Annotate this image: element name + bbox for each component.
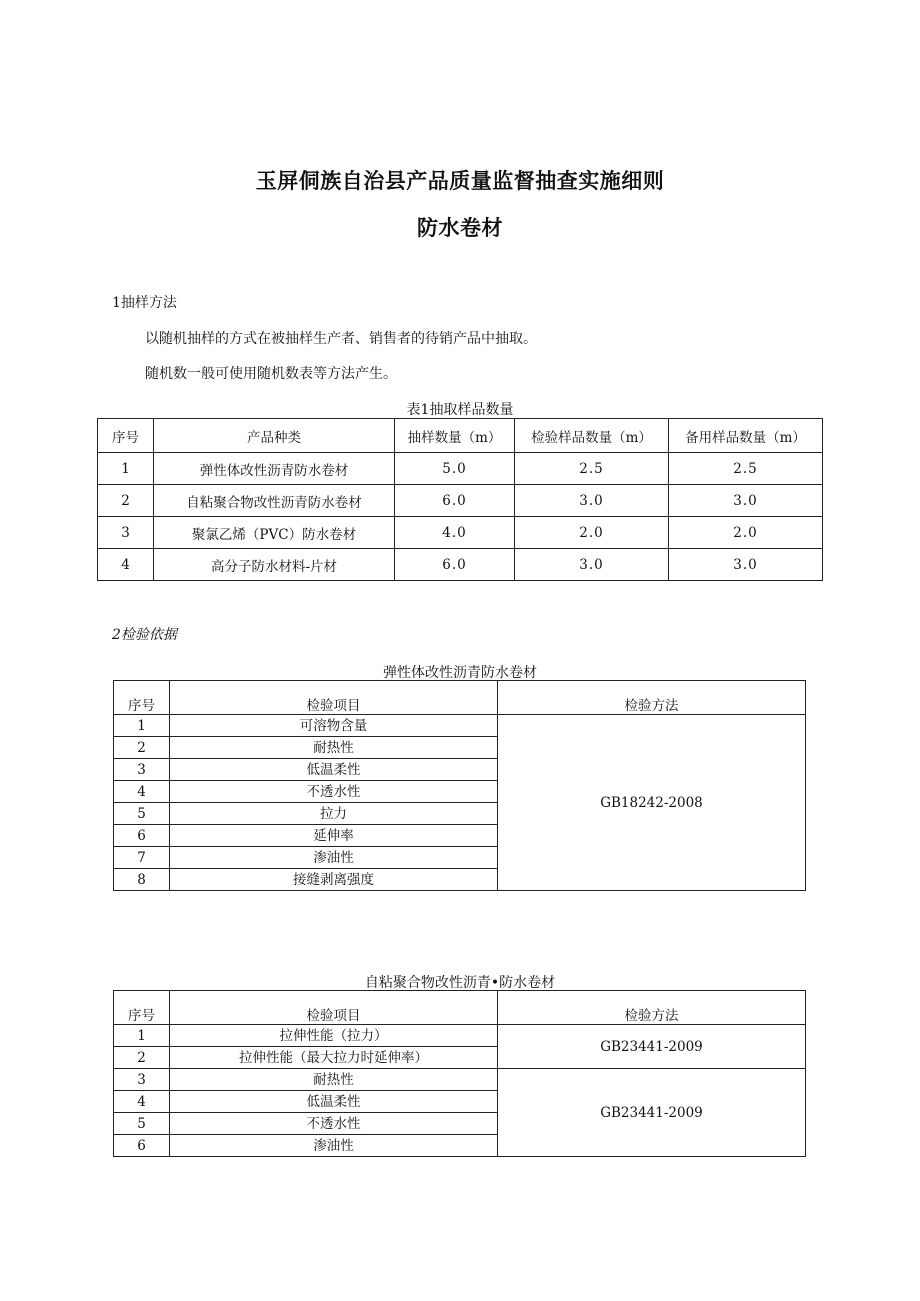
header-cell: 抽样数量（m）: [395, 419, 515, 453]
inspection-table-sbs: [113, 680, 806, 891]
table-cell: 2.5: [669, 453, 823, 485]
header-cell: 检验样品数量（m）: [515, 419, 669, 453]
table-cell: 3.0: [669, 549, 823, 581]
table-cell: 聚氯乙烯（PVC）防水卷材: [154, 517, 395, 549]
table-cell: 接缝剥离强度: [170, 869, 498, 891]
table-cell: 6.0: [395, 485, 515, 517]
table-cell: 8: [114, 869, 170, 891]
table-cell: 3.0: [669, 485, 823, 517]
table-row: [114, 1025, 806, 1047]
table-cell: 可溶物含量: [170, 715, 498, 737]
method-cell: GB23441-2009: [498, 1069, 806, 1157]
section1-para2: 随机数一般可使用随机数表等方法产生。: [145, 366, 397, 382]
table-cell: 5: [114, 1113, 170, 1135]
table-cell: 2: [114, 1047, 170, 1069]
section2-heading: 2检验依据: [112, 627, 177, 643]
table-cell: 6: [114, 825, 170, 847]
table-cell: 4.0: [395, 517, 515, 549]
table3-caption: 自粘聚合物改性沥青•防水卷材: [364, 975, 556, 991]
header-cell: 序号: [98, 419, 154, 453]
table-cell: 低温柔性: [170, 759, 498, 781]
table2-caption: 弹性体改性沥青防水卷材: [383, 665, 537, 681]
method-cell: GB18242-2008: [498, 715, 806, 891]
table-cell: 1: [114, 1025, 170, 1047]
table-cell: 3: [98, 517, 154, 549]
table-cell: 4: [98, 549, 154, 581]
table-cell: 3: [114, 759, 170, 781]
table-cell: 不透水性: [170, 781, 498, 803]
table-cell: 3.0: [515, 485, 669, 517]
table-cell: 5.0: [395, 453, 515, 485]
table-cell: 5: [114, 803, 170, 825]
header-cell: 产品种类: [154, 419, 395, 453]
header-cell: 序号: [114, 991, 170, 1025]
table-cell: 6.0: [395, 549, 515, 581]
table-header-row: [114, 991, 806, 1025]
table-cell: 渗油性: [170, 1135, 498, 1157]
table-cell: 1: [98, 453, 154, 485]
document-title: 玉屏侗族自治县产品质量监督抽查实施细则: [255, 169, 665, 193]
section1-para1: 以随机抽样的方式在被抽样生产者、销售者的待销产品中抽取。: [145, 331, 537, 347]
table-cell: 自粘聚合物改性沥青防水卷材: [154, 485, 395, 517]
table-cell: 7: [114, 847, 170, 869]
table-cell: 2.0: [515, 517, 669, 549]
table-row: [114, 1069, 806, 1091]
table-row: [98, 549, 823, 581]
table-header-row: [98, 419, 823, 453]
table-cell: 耐热性: [170, 1069, 498, 1091]
table-cell: 拉伸性能（最大拉力时延伸率）: [170, 1047, 498, 1069]
table1-caption: 表1抽取样品数量: [406, 402, 514, 418]
header-cell: 备用样品数量（m）: [669, 419, 823, 453]
table-cell: 2.5: [515, 453, 669, 485]
table-header-row: [114, 681, 806, 715]
header-cell: 检验项目: [170, 991, 498, 1025]
header-cell: 序号: [114, 681, 170, 715]
table-cell: 2: [114, 737, 170, 759]
table-cell: 4: [114, 781, 170, 803]
table-cell: 1: [114, 715, 170, 737]
table-cell: 不透水性: [170, 1113, 498, 1135]
table-cell: 3.0: [515, 549, 669, 581]
inspection-table-self-adhesive: [113, 990, 806, 1157]
table-row: [98, 517, 823, 549]
table-row: [98, 485, 823, 517]
sample-quantity-table: [97, 418, 823, 581]
table-cell: 6: [114, 1135, 170, 1157]
document-subtitle: 防水卷材: [417, 216, 503, 240]
header-cell: 检验方法: [498, 991, 806, 1025]
table-cell: 高分子防水材料-片材: [154, 549, 395, 581]
table-row: [114, 715, 806, 737]
table-cell: 耐热性: [170, 737, 498, 759]
table-cell: 延伸率: [170, 825, 498, 847]
section1-heading: 1抽样方法: [112, 295, 177, 311]
table-cell: 2: [98, 485, 154, 517]
table-cell: 4: [114, 1091, 170, 1113]
table-cell: 2.0: [669, 517, 823, 549]
header-cell: 检验方法: [498, 681, 806, 715]
table-cell: 拉伸性能（拉力）: [170, 1025, 498, 1047]
table-cell: 渗油性: [170, 847, 498, 869]
table-row: [98, 453, 823, 485]
table-cell: 弹性体改性沥青防水卷材: [154, 453, 395, 485]
header-cell: 检验项目: [170, 681, 498, 715]
table-cell: 低温柔性: [170, 1091, 498, 1113]
table-cell: 拉力: [170, 803, 498, 825]
method-cell: GB23441-2009: [498, 1025, 806, 1069]
table-cell: 3: [114, 1069, 170, 1091]
